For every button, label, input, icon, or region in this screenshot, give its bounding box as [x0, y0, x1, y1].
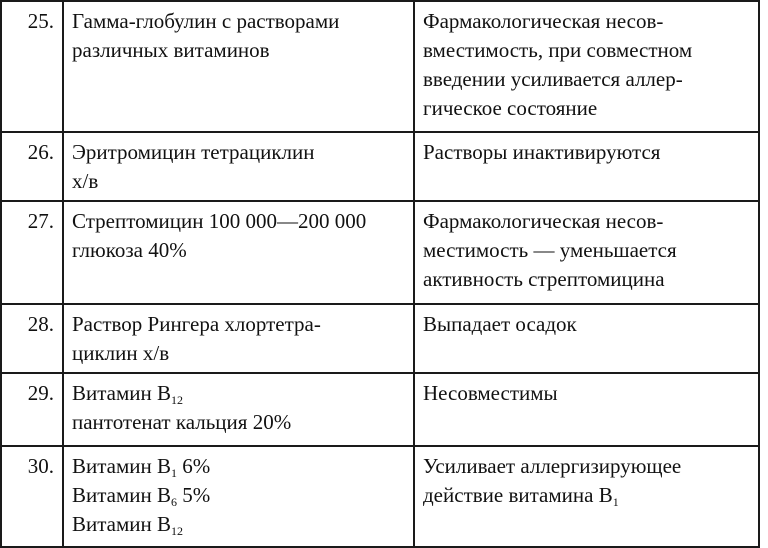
drug-cell	[63, 1, 414, 132]
drug-dose: 6%	[177, 454, 211, 478]
drug-name: Витамин В	[72, 454, 172, 478]
effect-cell	[414, 132, 759, 201]
drug-text	[72, 379, 405, 408]
drug-text: Раствор Рингера хлортетра-	[72, 312, 321, 336]
drug-text: Гамма-глобулин с растворами	[72, 9, 340, 33]
effect-cell	[414, 1, 759, 132]
table-row	[1, 132, 759, 201]
effect-text: введении усиливается аллер-	[423, 67, 683, 91]
drug-text: циклин х/в	[72, 341, 170, 365]
drug-text: Эритромицин тетрациклин	[72, 140, 315, 164]
row-number: 26.	[1, 132, 63, 201]
drug-name: Витамин В	[72, 483, 172, 507]
table-row	[1, 304, 759, 373]
effect-cell	[414, 446, 759, 547]
vitamin-subscript: 12	[171, 393, 184, 407]
table-row	[1, 201, 759, 304]
vitamin-subscript: 6	[171, 495, 178, 509]
drug-text: различных витаминов	[72, 38, 270, 62]
row-number: 25.	[1, 1, 63, 132]
drug-text	[72, 452, 405, 481]
effect-text: Фармакологическая несов-	[423, 209, 664, 233]
drug-dose: 5%	[177, 483, 211, 507]
effect-text: Фармакологическая несов-	[423, 9, 664, 33]
drug-cell	[63, 201, 414, 304]
effect-text: Несовместимы	[423, 381, 558, 405]
effect-text: Выпадает осадок	[423, 312, 577, 336]
effect-text: местимость — уменьшается	[423, 238, 677, 262]
table-row	[1, 446, 759, 547]
drug-text: Стрептомицин 100 000—200 000	[72, 209, 367, 233]
effect-text: вместимость, при совместном	[423, 38, 693, 62]
row-number: 30.	[1, 446, 63, 547]
row-number: 28.	[1, 304, 63, 373]
effect-text: активность стрептомицина	[423, 267, 665, 291]
drug-text	[72, 481, 405, 510]
vitamin-subscript: 12	[171, 524, 184, 538]
drug-text: глюкоза 40%	[72, 238, 187, 262]
drug-name: Витамин В	[72, 512, 172, 536]
vitamin-subscript: 1	[612, 495, 619, 509]
effect-cell	[414, 201, 759, 304]
drug-text	[72, 510, 405, 539]
effect-text: гическое состояние	[423, 96, 598, 120]
drug-cell	[63, 304, 414, 373]
table-row	[1, 373, 759, 446]
drug-cell	[63, 132, 414, 201]
drug-name: Витамин В	[72, 381, 172, 405]
effect-text	[423, 481, 750, 510]
effect-text: Усиливает аллергизирующее	[423, 454, 682, 478]
effect-phrase: действие витамина В	[423, 483, 613, 507]
vitamin-subscript: 1	[171, 466, 178, 480]
drug-cell	[63, 446, 414, 547]
effect-cell	[414, 304, 759, 373]
drug-text: х/в	[72, 169, 99, 193]
row-number: 27.	[1, 201, 63, 304]
drug-cell	[63, 373, 414, 446]
effect-text: Растворы инактивируются	[423, 140, 661, 164]
effect-cell	[414, 373, 759, 446]
drug-text: пантотенат кальция 20%	[72, 410, 292, 434]
table-row	[1, 1, 759, 132]
row-number: 29.	[1, 373, 63, 446]
